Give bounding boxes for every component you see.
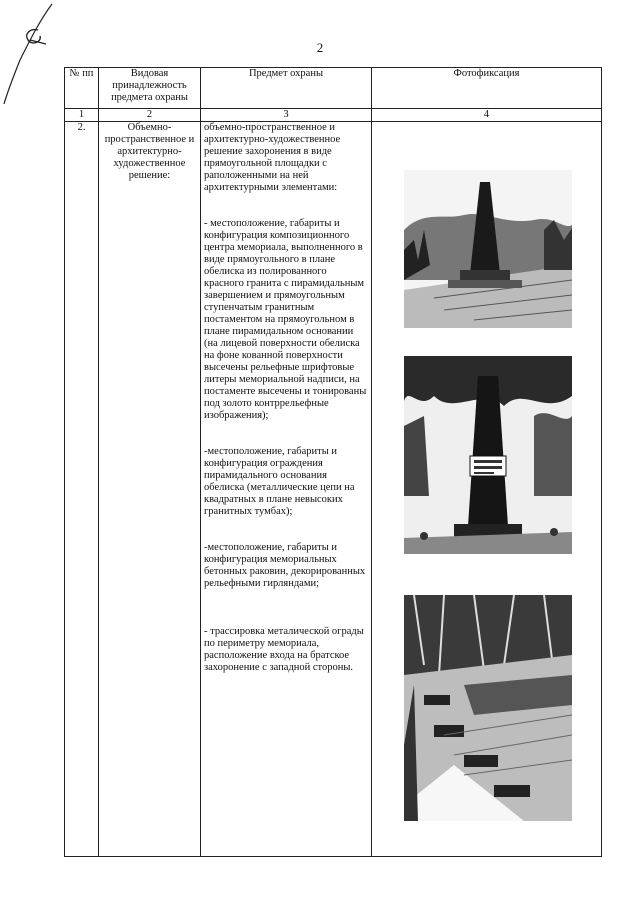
subject-paragraph: -местоположение, габариты и конфигурация мемориальных бетонных раковин, декорированных рельефными гирляндами; xyxy=(204,542,366,589)
table-header-row xyxy=(65,68,602,109)
subject-paragraph: объемно-пространственное и архитектурно-художественное решение захоронения в виде прямоугольной площадки с раположенными на ней архитектурными элементами: xyxy=(204,122,341,193)
col-index: 4 xyxy=(372,109,602,122)
header-photo: Фотофиксация xyxy=(372,68,602,109)
photo-cell xyxy=(372,122,602,857)
header-number: № пп xyxy=(65,68,99,109)
subject-paragraph: - местоположение, габариты и конфигурация композиционного центра мемориала, выполненного в виде прямоугольного в плане обелиска из полированного красного гранита с пирамидальным завершением и прямоугольным ступенчатым гранитным постаментом на прямоугольном в плане пирамидальном основании (на лицевой поверхности обелиска на фоне кованной поверхности высечены рельефные шрифтовые литеры мемориальной надписи, на постаменте высечены и тонированы под золото контррельефные изображения); xyxy=(204,218,367,421)
header-type: Видовая принадлежность предмета охраны xyxy=(99,68,201,109)
memorial-alley-photo xyxy=(404,595,572,821)
protection-subject-table xyxy=(64,67,602,857)
col-index: 1 xyxy=(65,109,99,122)
page-number: 2 xyxy=(316,40,324,55)
obelisk-general-view-photo xyxy=(404,170,572,328)
col-index: 2 xyxy=(99,109,201,122)
col-index: 3 xyxy=(201,109,372,122)
table-row xyxy=(65,122,602,857)
obelisk-closeup-photo xyxy=(404,356,572,554)
subject-paragraph: -местоположение, габариты и конфигурация ограждения пирамидального основания обелиска (металлические цепи на квадратных в плане невысоких гранитных тумбах); xyxy=(204,446,355,517)
column-numbering-row xyxy=(65,109,602,122)
row-subject xyxy=(201,122,372,857)
subject-paragraph: - трассировка металической ограды по периметру мемориала, расположение входа на братское захоронение с западной стороны. xyxy=(204,626,364,673)
row-type: Объемно-пространственное и архитектурно-художественное решение: xyxy=(99,122,201,857)
row-number: 2. xyxy=(65,122,99,857)
header-subject: Предмет охраны xyxy=(201,68,372,109)
